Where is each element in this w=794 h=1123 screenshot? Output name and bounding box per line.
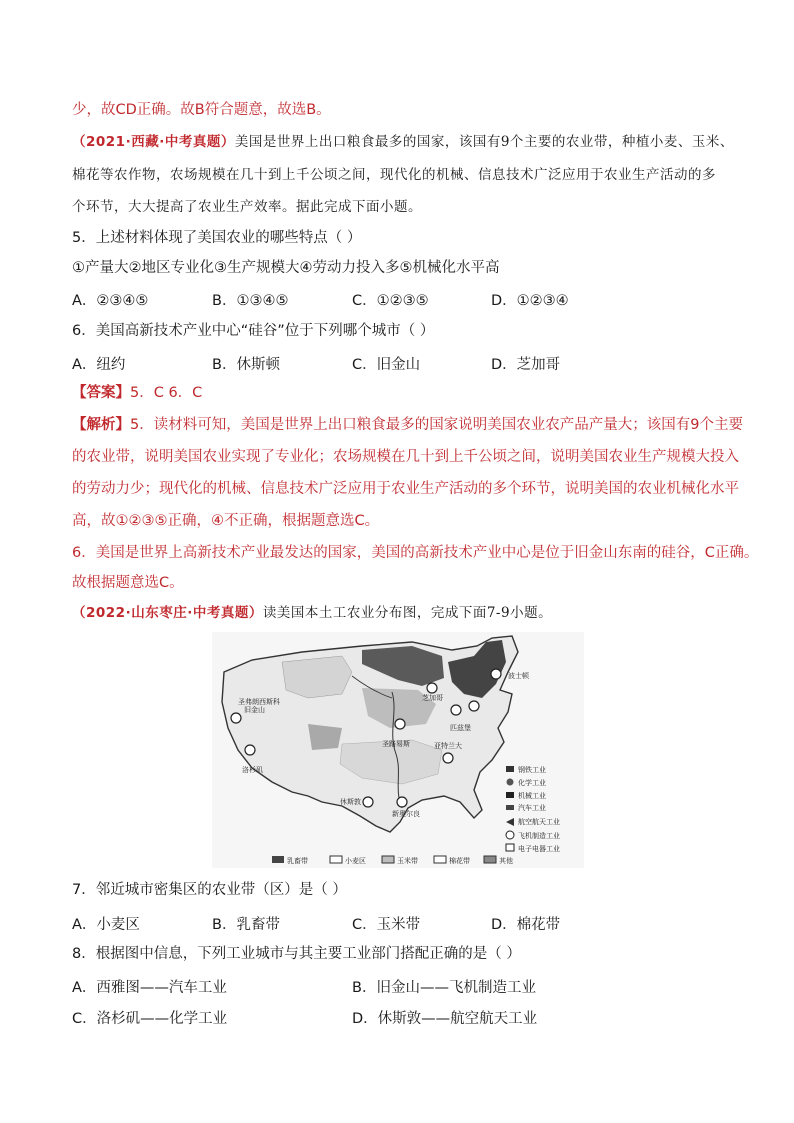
option-c: C．旧金山 xyxy=(352,357,421,373)
question-stem xyxy=(72,133,734,151)
option-d: D．①②③④ xyxy=(491,293,569,309)
legend-label: 玉米带 xyxy=(397,857,418,865)
question-5-items: ①产量大②地区专业化③生产规模大④劳动力投入多⑤机械化水平高 xyxy=(72,260,500,276)
electronics-icon xyxy=(506,844,514,851)
city-label-pittsburgh: 匹兹堡 xyxy=(450,724,471,732)
city-marker-houston xyxy=(340,797,373,807)
city-label-boston: 波士顿 xyxy=(508,672,529,680)
question-stem xyxy=(72,604,552,622)
question-5: 5．上述材料体现了美国农业的哪些特点（ ） xyxy=(72,230,362,246)
explanation-text: 的农业带，说明美国农业实现了专业化；农场规模在几十到上千公顷之间，说明美国农业生产规模大投入 xyxy=(72,449,739,465)
text-line: 少，故CD正确。故B符合题意，故选B。 xyxy=(72,102,331,118)
legend-label: 航空航天工业 xyxy=(518,818,560,826)
map-svg xyxy=(212,632,584,868)
explanation-text: 的劳动力少；现代化的机械、信息技术广泛应用于农业生产活动的多个环节，说明美国的农业机械化水平 xyxy=(72,481,739,497)
explanation-text: 故根据题意选C。 xyxy=(72,575,184,591)
auto-icon xyxy=(506,805,514,810)
legend-swatch xyxy=(272,856,284,863)
option-d: D．棉花带 xyxy=(491,917,561,933)
machinery-icon xyxy=(506,792,514,798)
legend-label: 其他 xyxy=(499,857,513,865)
legend-swatch xyxy=(434,856,446,863)
source-tag: （2021·西藏·中考真题） xyxy=(72,134,235,150)
answer-tag: 【答案】 xyxy=(72,385,130,401)
city-label-neworleans: 新奥尔良 xyxy=(392,810,420,818)
option-b: B．休斯顿 xyxy=(212,357,280,373)
legend-label: 电子电器工业 xyxy=(518,845,560,853)
legend-label: 化学工业 xyxy=(518,779,546,787)
answer-line xyxy=(72,384,202,402)
question-6: 6．美国高新技术产业中心“硅谷”位于下列哪个城市（ ） xyxy=(72,323,435,339)
option-a: A．小麦区 xyxy=(72,917,140,933)
option-d: D．休斯敦——航空航天工业 xyxy=(352,1011,538,1027)
stem-text: 个环节，大大提高了农业生产效率。据此完成下面小题。 xyxy=(72,199,422,215)
legend-swatch xyxy=(382,856,394,863)
legend-label: 棉花带 xyxy=(449,857,470,865)
legend-label: 汽车工业 xyxy=(518,804,546,812)
city-label-chicago: 芝加哥 xyxy=(422,694,443,702)
wheat-region xyxy=(282,656,352,698)
option-a: A．西雅图——汽车工业 xyxy=(72,980,227,996)
question-7: 7．邻近城市密集区的农业带（区）是（ ） xyxy=(72,882,347,898)
option-a: A．②③④⑤ xyxy=(72,293,149,309)
answer-text: 5．C 6．C xyxy=(130,385,203,401)
legend-label: 钢铁工业 xyxy=(518,766,546,774)
option-b: B．旧金山——飞机制造工业 xyxy=(352,980,536,996)
option-c: C．洛杉矶——化学工业 xyxy=(72,1011,228,1027)
stem-text: 棉花等农作物，农场规模在几十到上千公顷之间，现代化的机械、信息技术广泛应用于农业生产活动的多 xyxy=(72,167,716,183)
stem-text: 美国是世界上出口粮食最多的国家，该国有9个主要的农业带，种植小麦、玉米、 xyxy=(234,134,734,150)
aircraft-icon xyxy=(506,831,514,839)
steel-icon xyxy=(506,766,514,772)
legend-label: 机械工业 xyxy=(518,792,546,800)
city-label-la: 洛杉矶 xyxy=(242,766,263,774)
grassland-region xyxy=(308,724,342,750)
chemical-icon xyxy=(507,779,514,786)
city-label-sf: 旧金山 xyxy=(244,706,265,714)
explanation-tag: 【解析】 xyxy=(72,417,130,433)
legend-label: 飞机制造工业 xyxy=(518,832,560,840)
legend-label: 乳畜带 xyxy=(287,857,308,865)
option-b: B．①③④⑤ xyxy=(212,293,289,309)
question-8: 8．根据图中信息，下列工业城市与其主要工业部门搭配正确的是（ ） xyxy=(72,946,521,962)
option-d: D．芝加哥 xyxy=(491,357,561,373)
option-a: A．纽约 xyxy=(72,357,126,373)
city-label-atlanta: 亚特兰大 xyxy=(434,742,462,750)
explanation-text: 5．读材料可知，美国是世界上出口粮食最多的国家说明美国农业农产品产量大；该国有9个主要 xyxy=(130,417,743,433)
option-c: C．①②③⑤ xyxy=(352,293,429,309)
option-b: B．乳畜带 xyxy=(212,917,280,933)
explanation-text: 高，故①②③⑤正确，④不正确，根据题意选C。 xyxy=(72,513,380,529)
legend-label: 小麦区 xyxy=(345,857,366,865)
stem-text: 读美国本土工农业分布图，完成下面7-9小题。 xyxy=(262,605,553,621)
legend-swatch xyxy=(484,856,496,863)
source-tag: （2022·山东枣庄·中考真题） xyxy=(72,605,263,621)
explanation-line xyxy=(72,416,743,434)
city-label-houston: 休斯敦 xyxy=(340,798,361,806)
legend-swatch xyxy=(330,856,342,863)
us-industry-agriculture-map xyxy=(212,632,584,868)
city-label-stlouis: 圣路易斯 xyxy=(382,740,410,748)
city-label-sf-full: 圣弗朗西斯科 xyxy=(238,698,280,706)
option-c: C．玉米带 xyxy=(352,917,421,933)
explanation-text: 6．美国是世界上高新技术产业最发达的国家，美国的高新技术产业中心是位于旧金山东南的硅谷，C正确。 xyxy=(72,545,759,561)
